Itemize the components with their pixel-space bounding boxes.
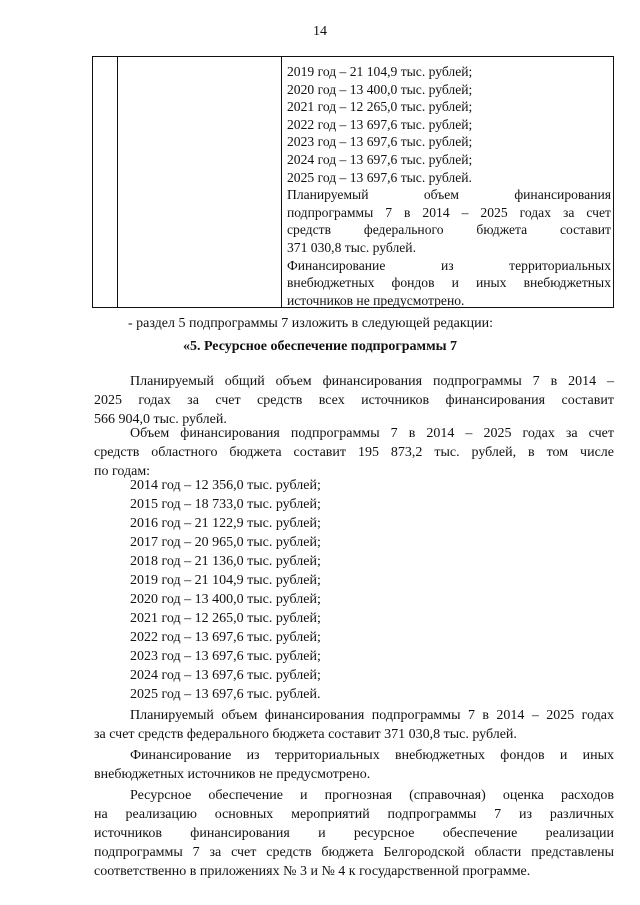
paragraph-line: за счет средств федерального бюджета составит 371 030,8 тыс. рублей. [94, 727, 517, 742]
list-item: 2016 год – 21 122,9 тыс. рублей; [130, 516, 321, 531]
page-number: 14 [313, 24, 327, 39]
table-year-line: 2024 год – 13 697,6 тыс. рублей; [287, 151, 473, 167]
paragraph-line: внебюджетных источников не предусмотрено. [94, 767, 371, 782]
instruction-line: - раздел 5 подпрограммы 7 изложить в следующей редакции: [128, 316, 494, 331]
paragraph-resource-support [94, 786, 614, 881]
paragraph-line: Ресурсное обеспечение и прогнозная (справочная) оценка расходов [130, 788, 614, 803]
table-federal-line: средств федерального бюджета составит [287, 222, 611, 238]
paragraph-offbudget [94, 746, 614, 784]
budget-table [92, 56, 614, 308]
list-item: 2025 год – 13 697,6 тыс. рублей. [130, 687, 321, 702]
list-item: 2019 год – 21 104,9 тыс. рублей; [130, 573, 321, 588]
paragraph-line: 2025 годах за счет средств всех источников финансирования составит [94, 393, 614, 408]
paragraph-line: подпрограммы 7 за счет средств бюджета Белгородской области представлены [94, 845, 614, 860]
list-item: 2017 год – 20 965,0 тыс. рублей; [130, 535, 321, 550]
table-financing-cell [287, 63, 611, 309]
table-year-line: 2020 год – 13 400,0 тыс. рублей; [287, 81, 473, 97]
table-year-line: 2023 год – 13 697,6 тыс. рублей; [287, 134, 473, 150]
paragraph-total-financing [94, 372, 614, 429]
table-federal-line: подпрограммы 7 в 2014 – 2025 годах за счет [287, 204, 611, 220]
paragraph-line: средств областного бюджета составит 195 873,2 тыс. рублей, в том числе [94, 445, 614, 460]
table-year-line: 2021 год – 12 265,0 тыс. рублей; [287, 99, 473, 115]
table-federal-line: Планируемый объем финансирования [287, 187, 611, 203]
paragraph-federal-budget [94, 706, 614, 744]
table-column-divider-2 [281, 57, 282, 307]
list-item: 2024 год – 13 697,6 тыс. рублей; [130, 668, 321, 683]
table-year-line: 2019 год – 21 104,9 тыс. рублей; [287, 64, 473, 79]
paragraph-line: Планируемый объем финансирования подпрограммы 7 в 2014 – 2025 годах [130, 708, 614, 723]
table-year-line: 2025 год – 13 697,6 тыс. рублей. [287, 169, 472, 185]
paragraph-line: по годам: [94, 464, 151, 479]
list-item: 2022 год – 13 697,6 тыс. рублей; [130, 630, 321, 645]
table-year-line: 2022 год – 13 697,6 тыс. рублей; [287, 116, 473, 132]
table-offbudget-line: Финансирование из территориальных [287, 257, 611, 273]
list-item: 2015 год – 18 733,0 тыс. рублей; [130, 497, 321, 512]
section-heading: «5. Ресурсное обеспечение подпрограммы 7 [182, 339, 458, 354]
list-item: 2018 год – 21 136,0 тыс. рублей; [130, 554, 321, 569]
paragraph-line: Планируемый общий объем финансирования подпрограммы 7 в 2014 – [130, 374, 614, 389]
yearly-financing-list [130, 476, 321, 704]
paragraph-line: Финансирование из территориальных внебюджетных фондов и иных [130, 748, 614, 763]
table-column-divider-1 [117, 57, 118, 307]
table-federal-line: 371 030,8 тыс. рублей. [287, 239, 416, 255]
list-item: 2014 год – 12 356,0 тыс. рублей; [130, 478, 321, 493]
paragraph-line: на реализацию основных мероприятий подпрограммы 7 из различных [94, 807, 614, 822]
paragraph-line: 566 904,0 тыс. рублей. [94, 412, 227, 427]
paragraph-line: Объем финансирования подпрограммы 7 в 2014 – 2025 годах за счет [130, 426, 614, 441]
paragraph-line: соответственно в приложениях № 3 и № 4 к государственной программе. [94, 864, 531, 879]
list-item: 2023 год – 13 697,6 тыс. рублей; [130, 649, 321, 664]
table-offbudget-line: внебюджетных фондов и иных внебюджетных [287, 275, 611, 291]
paragraph-line: источников финансирования и ресурсное обеспечение реализации [94, 826, 614, 841]
paragraph-regional-budget [94, 424, 614, 481]
list-item: 2020 год – 13 400,0 тыс. рублей; [130, 592, 321, 607]
table-offbudget-line: источников не предусмотрено. [287, 292, 465, 308]
list-item: 2021 год – 12 265,0 тыс. рублей; [130, 611, 321, 626]
